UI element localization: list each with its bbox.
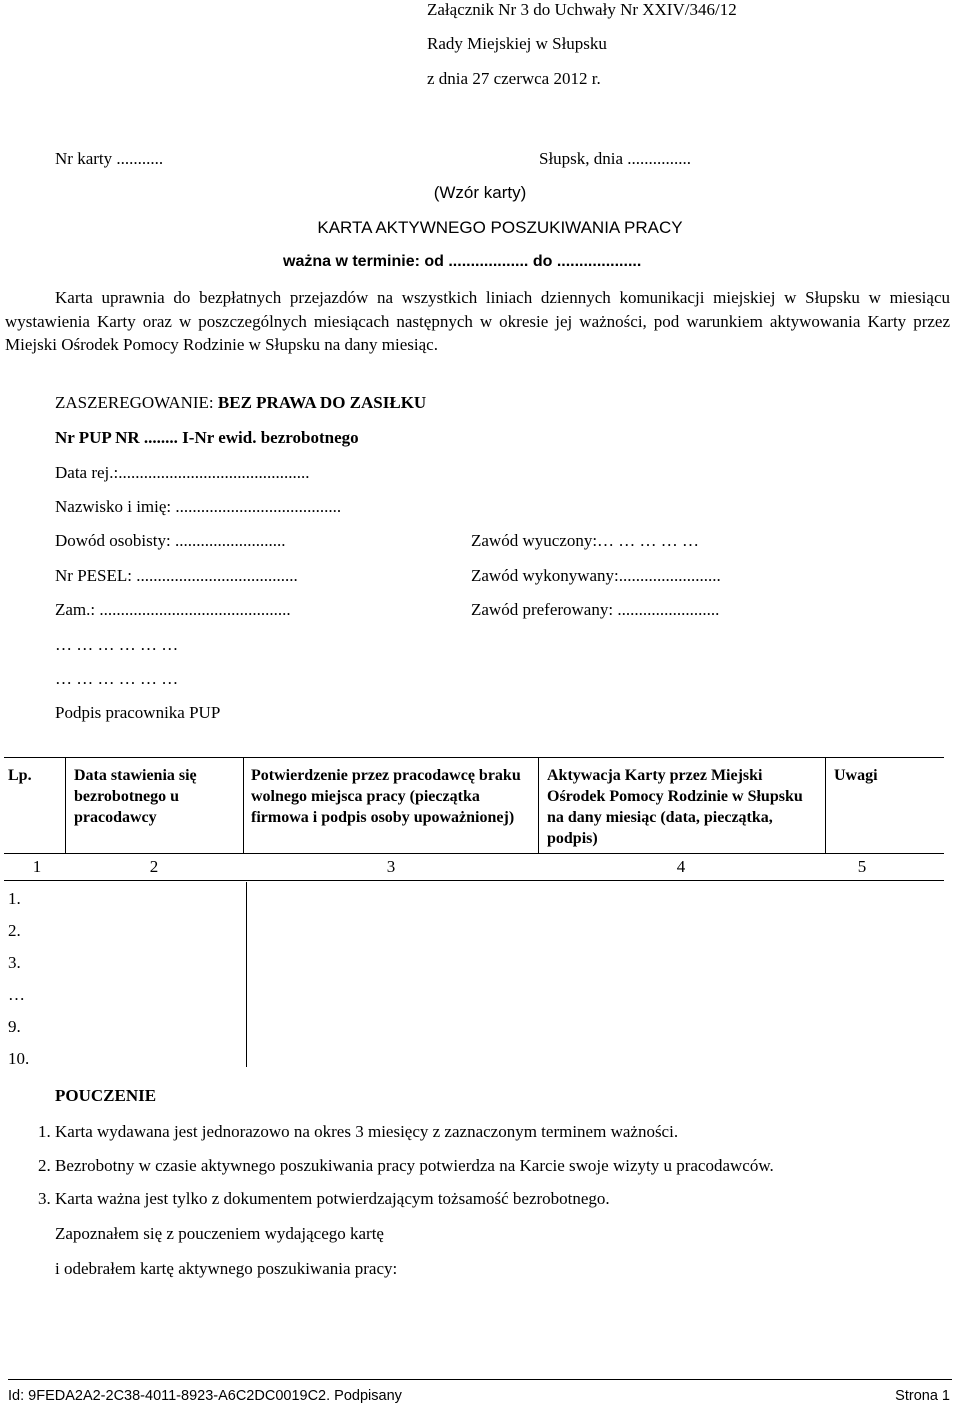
table-row-number: 1. — [8, 889, 21, 908]
signature-label: Podpis pracownika PUP — [55, 703, 221, 722]
column-number-4: 4 — [676, 857, 686, 876]
table-row-number: … — [8, 985, 25, 1004]
table-header-employer: Potwierdzenie przez pracodawcę braku wolnego miejsca pracy (pieczątka firmowa i podpis osoby upoważnionej) — [251, 767, 521, 826]
document-title: KARTA AKTYWNEGO POSZUKIWANIA PRACY — [317, 218, 683, 237]
intro-paragraph: Karta uprawnia do bezpłatnych przejazdów na wszystkich liniach dziennych komunikacji miejskiej w Słupsku w miesiącu wystawienia Karty oraz w poszczególnych miesiącach następnych w okresie jej ważności, pod warunkiem aktywowania Karty przez Miejski Ośrodek Pomocy Rodzinie w Słupsku na dany miesiąc. — [5, 288, 950, 354]
table-col-divider-2 — [243, 757, 244, 853]
name-field: Nazwisko i imię: ....................................... — [55, 497, 342, 516]
acknowledgement-line-2: i odebrałem kartę aktywnego poszukiwania pracy: — [55, 1259, 398, 1278]
place-date: Słupsk, dnia ............... — [539, 149, 692, 168]
pesel-field: Nr PESEL: ...................................... — [55, 566, 298, 585]
table-body-divider — [246, 882, 247, 1067]
table-header-lp: Lp. — [8, 767, 32, 784]
footer-document-id: Id: 9FEDA2A2-2C38-4011-8923-A6C2DC0019C2. Podpisany — [8, 1388, 402, 1404]
column-number-1: 1 — [32, 857, 42, 876]
table-col-divider-1 — [65, 757, 66, 853]
table-col-divider-3 — [538, 757, 539, 853]
id-card-field: Dowód osobisty: .......................... — [55, 531, 286, 550]
classification-label: ZASZEREGOWANIE: — [55, 393, 218, 412]
table-header-separator — [4, 853, 944, 854]
table-header-activation: Aktywacja Karty przez Miejski Ośrodek Pomocy Rodzinie w Słupsku na dany miesiąc (data, pieczątka, podpis) — [547, 767, 803, 847]
instruction-item-3: 3. Karta ważna jest tylko z dokumentem potwierdzającym tożsamość bezrobotnego. — [38, 1189, 610, 1208]
card-number: Nr karty ........... — [55, 149, 164, 168]
instructions-title: POUCZENIE — [55, 1086, 157, 1105]
footer-page-number: Strona 1 — [895, 1388, 950, 1404]
header-line-2: Rady Miejskiej w Słupsku — [427, 34, 607, 53]
preferred-profession-field: Zawód preferowany: ........................ — [471, 600, 720, 619]
signature-dots-2: … … … … … … — [55, 669, 179, 688]
table-col-divider-4 — [825, 757, 826, 853]
footer-divider — [8, 1379, 952, 1380]
validity-period: ważna w terminie: od .................. do ................... — [283, 253, 642, 270]
registration-date-field: Data rej.:............................................. — [55, 463, 310, 482]
learned-profession-field: Zawód wyuczony:… … … … … — [471, 531, 700, 550]
table-header-date: Data stawienia się bezrobotnego u pracodawcy — [74, 767, 197, 826]
classification-value: BEZ PRAWA DO ZASIŁKU — [217, 393, 427, 412]
pup-number: Nr PUP NR ........ I-Nr ewid. bezrobotnego — [55, 428, 359, 447]
header-line-3: z dnia 27 czerwca 2012 r. — [427, 69, 601, 88]
instruction-item-1: 1. Karta wydawana jest jednorazowo na okres 3 miesięcy z zaznaczonym terminem ważności. — [38, 1122, 679, 1141]
column-number-2: 2 — [149, 857, 159, 876]
signature-dots-1: … … … … … … — [55, 635, 179, 654]
address-field: Zam.: ............................................. — [55, 600, 291, 619]
header-line-1: Załącznik Nr 3 do Uchwały Nr XXIV/346/12 — [427, 0, 737, 19]
table-row-number: 3. — [8, 953, 21, 972]
table-number-separator — [4, 880, 944, 881]
table-border-top — [4, 757, 944, 758]
table-row-number: 10. — [8, 1049, 30, 1068]
table-row-number: 2. — [8, 921, 21, 940]
instruction-item-2: 2. Bezrobotny w czasie aktywnego poszukiwania pracy potwierdza na Karcie swoje wizyty u pracodawców. — [38, 1156, 774, 1175]
column-number-3: 3 — [386, 857, 396, 876]
performed-profession-field: Zawód wykonywany:........................ — [471, 566, 721, 585]
classification — [55, 393, 426, 413]
acknowledgement-line-1: Zapoznałem się z pouczeniem wydającego kartę — [55, 1224, 384, 1243]
template-note: (Wzór karty) — [433, 183, 527, 202]
table-row-number: 9. — [8, 1017, 21, 1036]
table-header-notes: Uwagi — [834, 767, 878, 784]
column-number-5: 5 — [857, 857, 867, 876]
